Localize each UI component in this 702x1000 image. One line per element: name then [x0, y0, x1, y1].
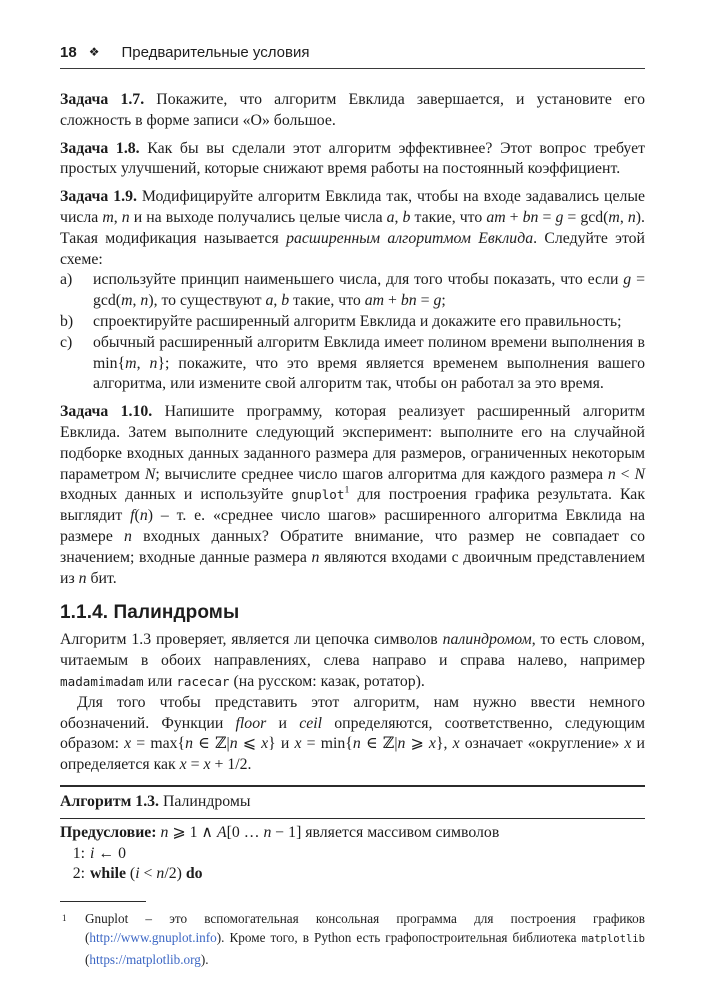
algorithm-line-1-code: i ← 0 — [90, 844, 126, 862]
list-item-c — [60, 333, 645, 395]
list-item-c-label: c) — [60, 333, 73, 351]
paragraph-problem-1-9: Задача 1.9. Модифицируйте алгоритм Евклида так, чтобы на входе задавались целые числа m, n и на выходе получались целые числа a, b такие, что am + bn = g = gcd(m, n). Такая модификация называется расширенным алгоритмом Евклида. Следуйте этой схеме: — [60, 188, 645, 268]
algorithm-title: Алгоритм 1.3. Палиндромы — [60, 787, 645, 819]
section-heading-palindromes: 1.1.4. Палиндромы — [60, 602, 240, 624]
algorithm-line-2-code: while (i < n/2) do — [90, 865, 203, 883]
list-item-a — [60, 270, 645, 312]
list-item-b-text: спроектируйте расширенный алгоритм Евклида и докажите его правильность; — [93, 312, 622, 330]
algorithm-body — [60, 819, 645, 885]
algorithm-line-1 — [60, 844, 645, 865]
line-number-1: 1: — [72, 844, 85, 862]
list-item-c-text: обычный расширенный алгоритм Евклида имеет полином времени выполнения в min{m, n}; покажите, что это время является временем выполнения вашего алгоритма, или измените свой алгоритм так, чтобы он работал за это время. — [93, 333, 646, 393]
list-item-b-label: b) — [60, 312, 74, 330]
algorithm-precondition: Предусловие: n ⩾ 1 ∧ A[0 … n − 1] является массивом символов — [60, 823, 500, 841]
page-body — [60, 90, 645, 969]
diamond-icon: ❖ — [88, 45, 100, 59]
page-number: 18 — [60, 44, 77, 61]
algorithm-box — [60, 785, 645, 885]
footnote-text — [60, 909, 645, 969]
list-item-a-label: a) — [60, 271, 73, 289]
paragraph-palindromes-intro: Алгоритм 1.3 проверяет, является ли цепочка символов палиндромом, то есть словом, читаемым в обоих направлениях, слева направо и справа налево, например madamimadam или racecar (на русском: казак, ротатор). — [60, 631, 645, 690]
paragraph-problem-1-10: Задача 1.10. Напишите программу, которая реализует расширенный алгоритм Евклида. Затем выполните следующий эксперимент: выполните его на случайной подборке входных данных заданного размера для размеров, ограниченных некоторым параметром N; вычислите среднее число шагов алгоритма для каждого размера n < N входных данных и используйте gnuplot$^1$ для построения графика результата. Как выглядит f(n) – т. е. «среднее число шагов» расширенного алгоритма Евклида на размере n входных данных? Обратите внимание, что размер не совпадает со значением; входные данные размера n являются входами с двоичным представлением из n бит. — [60, 403, 646, 587]
paragraph-problem-1-8: Задача 1.8. Как бы вы сделали этот алгоритм эффективнее? Этот вопрос требует простых улучшений, которые снижают время работы на постоянный коэффициент. — [60, 139, 646, 178]
paragraph-notation: Для того чтобы представить этот алгоритм, нам нужно ввести немного обозначений. Функции floor и ceil определяются, соответственно, следующим образом: x = max{n ∈ ℤ|n ⩽ x} и x = min{n ∈ ℤ|n ⩾ x}, x означает «округление» x и определяется как x = x + 1/2. — [60, 693, 645, 774]
line-number-2: 2: — [72, 865, 85, 883]
footnote-body: Gnuplot – это вспомогательная консольная программа для построения графиков (http://www.gnuplot.info). Кроме того, в Python есть графопостроительная библиотека matplotlib (https://matplotlib.org). — [85, 911, 645, 967]
footnote-link[interactable]: https://matplotlib.org — [89, 951, 201, 967]
paragraph-problem-1-7: Задача 1.7. Покажите, что алгоритм Евклида завершается, и установите его сложность в форме записи «О» большое. — [60, 91, 645, 129]
footnote-area — [60, 901, 645, 969]
chapter-title: Предварительные условия — [121, 44, 310, 61]
running-head — [60, 44, 645, 69]
list-item-a-text: используйте принцип наименьшего числа, для того чтобы показать, что если g = gcd(m, n), то существуют a, b такие, что am + bn = g; — [93, 271, 645, 310]
footnote-rule — [60, 901, 146, 902]
list-item-b — [60, 312, 645, 333]
scheme-list — [60, 270, 645, 395]
footnote-marker: 1 — [62, 913, 67, 924]
algorithm-line-2 — [60, 864, 645, 885]
footnote-link[interactable]: http://www.gnuplot.info — [89, 930, 217, 946]
